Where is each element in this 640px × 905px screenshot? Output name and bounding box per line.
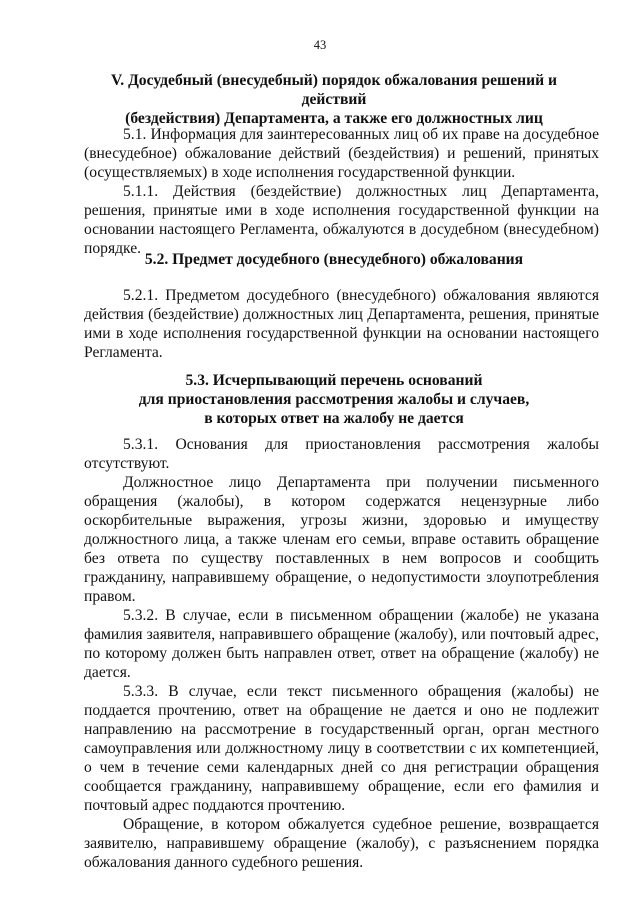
paragraph-5-1: 5.1. Информация для заинтересованных лиц об их праве на досудебное (внесудебное) обжалование действий (бездействия) и решений, принятых (осуществляемых) в ходе исполнения государственной функции. xyxy=(84,126,599,181)
page-number: 43 xyxy=(313,38,327,52)
paragraph-5-3-3: 5.3.3. В случае, если текст письменного обращения (жалобы) не поддается прочтению, ответ на обращение не дается и оно не подлежит направлению на рассмотрение в государственный орган, орган местного самоуправления или должностному лицу в соответствии с их компетенцией, о чем в течение семи календарных дней со дня регистрации обращения сообщается гражданину, направившему обращение, если его фамилия и почтовый адрес поддаются прочтению. xyxy=(84,683,599,814)
section-5-heading-line-1: V. Досудебный (внесудебный) порядок обжалования решений и действий xyxy=(111,72,557,108)
section-5-heading-line-2: (бездействия) Департамента, а также его должностных лиц xyxy=(125,110,543,127)
section-5-2-heading: 5.2. Предмет досудебного (внесудебного) обжалования xyxy=(144,251,524,268)
paragraph-5-2-1: 5.2.1. Предметом досудебного (внесудебного) обжалования являются действия (бездействие) должностных лиц Департамента, решения, принятые ими в ходе исполнения государственной функции на основании настоящего Регламента. xyxy=(84,287,599,361)
paragraph-5-3-1: 5.3.1. Основания для приостановления рассмотрения жалобы отсутствуют. xyxy=(84,436,599,472)
section-5-2-body xyxy=(84,286,599,362)
section-5-3-heading-line-2: для приостановления рассмотрения жалобы и случаев, xyxy=(138,391,530,408)
section-5-3-heading-line-1: 5.3. Исчерпывающий перечень оснований xyxy=(185,372,483,389)
section-5-body xyxy=(84,125,599,258)
section-5-3-heading xyxy=(84,371,584,428)
paragraph-official-rights: Должностное лицо Департамента при получении письменного обращения (жалобы), в котором содержатся нецензурные либо оскорбительные выражения, угрозы жизни, здоровью и имуществу должностного лица, а также членам его семьи, вправе оставить обращение без ответа по существу поставленных в нем вопросов и сообщить гражданину, направившему обращение, о недопустимости злоупотребления правом. xyxy=(84,474,599,605)
paragraph-5-1-1: 5.1.1. Действия (бездействие) должностных лиц Департамента, решения, принятые ими в ходе исполнения государственной функции на основании настоящего Регламента, обжалуются в досудебном (внесудебном) порядке. xyxy=(84,183,599,257)
section-5-3-heading-line-3: в которых ответ на жалобу не дается xyxy=(204,410,464,427)
paragraph-5-3-2: 5.3.2. В случае, если в письменном обращении (жалобе) не указана фамилия заявителя, направившего обращение (жалобу), или почтовый адрес, по которому должен быть направлен ответ, ответ на обращение (жалобу) не дается. xyxy=(84,607,599,681)
paragraph-court-decision: Обращение, в котором обжалуется судебное решение, возвращается заявителю, направившему обращение (жалобу), с разъяснением порядка обжалования данного судебного решения. xyxy=(84,816,599,871)
section-5-3-body xyxy=(84,435,599,872)
section-5-heading xyxy=(84,71,584,128)
